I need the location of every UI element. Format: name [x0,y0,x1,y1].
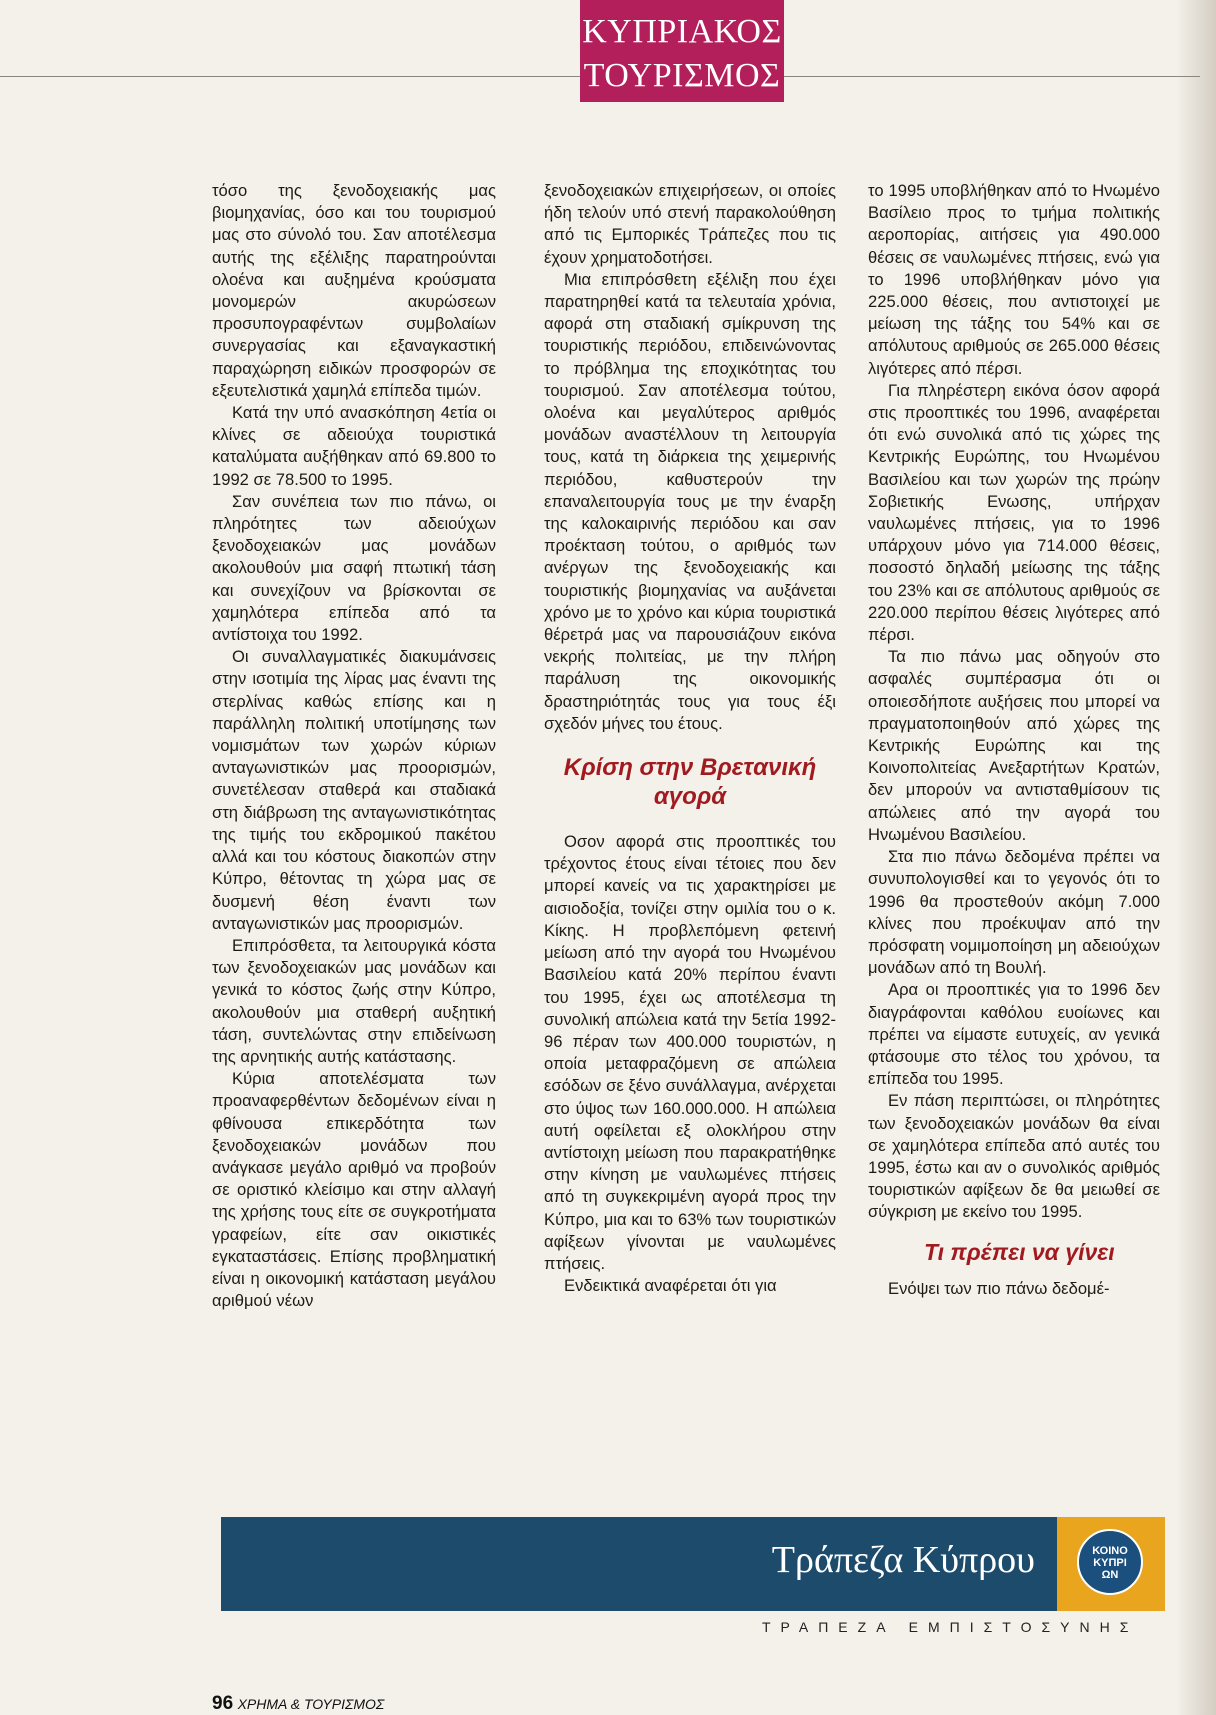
article-column-2 [544,180,836,1297]
seal-text-line2: ΚΥΠΡΙ [1093,1557,1127,1569]
page-footer [212,1693,384,1715]
subheading-what-must-be-done: Τι πρέπει να γίνει [924,1238,1115,1265]
paragraph: Αρα οι προοπτικές για το 1996 δεν διαγράφονται καθόλου ευοίωνες και πρέπει να είμαστε ευτυχείς, αν γενικά φτάσουμε στο τέλος του χρόνου, τα επίπεδα του 1995. [868,980,1160,1089]
paragraph: Εν πάση περιπτώσει, οι πληρότητες των ξενοδοχειακών μονάδων θα είναι σε χαμηλότερα επίπεδα από αυτές του 1995, έστω και αν ο συνολικός αριθμός τουριστικών αφίξεων δε θα μειωθεί σε σύγκριση με εκείνο του 1995. [868,1091,1160,1222]
bank-name: Τράπεζα Κύπρου [771,1539,1035,1581]
paragraph: Στα πιο πάνω δεδομένα πρέπει να συνυπολογισθεί και το γεγονός ότι το 1996 θα προστεθούν ακόμη 7.000 κλίνες που προέκυψαν από την πρόσφατη νομιμοποίηση μη αδειούχων μονάδων από τη Βουλή. [868,847,1160,978]
seal-text-line3: ΩΝ [1101,1569,1119,1581]
paragraph: τόσο της ξενοδοχειακής μας βιομηχανίας, όσο και του τουρισμού μας στο σύνολό του. Σαν αποτέλεσμα αυτής της εξέλιξης παρατηρούνται ολοένα και αυξημένα κρούσματα μονομερών ακυρώσεων προσυπογραφέντων συμβολαίων συνεργασίας και εξαναγκαστική παραχώρηση ειδικών προσφορών σε εξευτελιστικά χαμηλά επίπεδα τιμών. [212,181,496,400]
paragraph: Για πληρέστερη εικόνα όσον αφορά στις προοπτικές του 1996, αναφέρεται ότι ενώ συνολικά από τις χώρες της Κεντρικής Ευρώπης, του Ηνωμένου Βασιλείου και των χωρών της πρώην Σοβιετικής Ενωσης, υπήρχαν ναυλωμένες πτήσεις, για το 1996 υπάρχουν μόνο για 714.000 θέσεις, ποσοστό δηλαδή μείωσης της τάξης του 23% και σε απόλυτους αριθμούς σε 220.000 περίπου θέσεις λιγότερες από πέρσι. [868,380,1160,645]
paragraph: Κύρια αποτελέσματα των προαναφερθέντων δεδομένων είναι η φθίνουσα επικερδότητα των ξενοδοχειακών μονάδων που ανάγκασε μεγάλο αριθμό να προβούν σε οριστικό κλείσιμο και στην αλλαγή της χρήσης τους είτε σε συγκροτήματα γραφείων, είτε σαν οικιστικές εγκαταστάσεις. Επίσης προβληματική είναι η οικονομική κατάσταση μεγάλου αριθμού νέων [212,1069,496,1311]
seal-text-line1: ΚΟΙΝΟ [1092,1545,1128,1557]
magazine-name: ΧΡΗΜΑ & ΤΟΥΡΙΣΜΟΣ [237,1696,385,1712]
paragraph: ξενοδοχειακών επιχειρήσεων, οι οποίες ήδη τελούν υπό στενή παρακολούθηση από τις Εμπορικές Τράπεζες που τις έχουν χρηματοδοτήσει. [544,181,836,267]
bank-logo-box [1057,1517,1165,1611]
paragraph: Οσον αφορά στις προοπτικές του τρέχοντος έτους είναι τέτοιες που δεν μπορεί κανείς να τις χαρακτηρίσει με αισιοδοξία, τονίζει στην ομιλία του ο κ. Κίκης. Η προβλεπόμενη φετεινή μείωση από την αγορά του Ηνωμένου Βασιλείου κατά 20% περίπου έναντι του 1995, έχει ως αποτέλεσμα τη συνολική απώλεια κατά την 5ετία 1992-96 πέραν των 400.000 τουριστών, η οποία μεταφραζόμενη σε απώλεια εσόδων σε ξένο συνάλλαγμα, ανέρχεται στο ύψος των 160.000.000. Η απώλεια αυτή οφείλεται εξ ολοκλήρου στην αντίστοιχη μείωση που παρακρατήθηκε στην κίνηση με ναυλωμένες πτήσεις από τη συγκεκριμένη αγορά προς την Κύπρο, μια και το 63% των τουριστικών αφίξεων γίνονται με ναυλωμένες πτήσεις. [544,832,836,1273]
section-tag-line1: ΚΥΠΡΙΑΚΟΣ [582,13,782,50]
paragraph: Επιπρόσθετα, τα λειτουργικά κόστα των ξενοδοχειακών μας μονάδων και γενικά το κόστος ζωής στην Κύπρο, ακολουθούν μια σταθερή αυξητική τάση, συντελώντας στην επιδείνωση της αρνητικής αυτής κατάστασης. [212,935,496,1066]
paragraph: Μια επιπρόσθετη εξέλιξη που έχει παρατηρηθεί κατά τα τελευταία χρόνια, αφορά στη σταδιακή σμίκρυνση της τουριστικής περιόδου, επιδεινώνοντας το πρόβλημα της εποχικότητας του τουρισμού. Σαν αποτέλεσμα τούτου, ολοένα και μεγαλύτερος αριθμός μονάδων αναστέλλουν τη λειτουργία τους, κατά τη διάρκεια της χειμερινής περιόδου, καθυστερούν την επαναλειτουργία τους με την έναρξη της καλοκαιρινής περιόδου και σαν προέκταση τούτου, ο αριθμός των ανέργων της ξενοδοχειακής και τουριστικής βιομηχανίας να αυξάνεται χρόνο με το χρόνο και κύρια τουριστικά θέρετρά μας να παρουσιάζουν εικόνα νεκρής πολιτείας, με την πλήρη παράλυση της οικονομικής δραστηριότητάς τους για τους έξι σχεδόν μήνες του έτους. [544,269,836,733]
bank-slogan: ΤΡΑΠΕΖΑ ΕΜΠΙΣΤΟΣΥΝΗΣ [762,1619,1139,1635]
paragraph: Οι συναλλαγματικές διακυμάνσεις στην ισοτιμία της λίρας μας έναντι της στερλίνας καθώς επίσης και η παράλληλη πολιτική υποτίμησης των νομισμάτων των χωρών κύριων ανταγωνιστικών μας προορισμών, συνετέλεσαν σταθερά και σταδιακά στη διάβρωση της ανταγωνιστικότητας της τιμής του εκδρομικού πακέτου αλλά και του κόστους διακοπών στην Κύπρο, θέτοντας τη χώρα μας σε δυσμενή θέση έναντι των ανταγωνιστικών μας προορισμών. [212,647,496,933]
paragraph: Σαν συνέπεια των πιο πάνω, οι πληρότητες των αδειούχων ξενοδοχειακών μας μονάδων ακολουθούν μια σαφή πτωτική τάση και συνεχίζουν να βρίσκονται σε χαμηλότερα επίπεδα από τα αντίστοιχα του 1992. [212,491,496,645]
paragraph: Ενδεικτικά αναφέρεται ότι για [564,1276,777,1296]
bank-of-cyprus-ad-banner [221,1517,1165,1611]
article-column-3 [868,180,1160,1300]
section-tag-line2: ΤΟΥΡΙΣΜΟΣ [583,57,781,94]
bank-seal-icon [1077,1529,1143,1595]
page-edge-shadow [1176,0,1216,1715]
paragraph: Κατά την υπό ανασκόπηση 4ετία οι κλίνες σε αδειούχα τουριστικά καταλύματα αυξήθηκαν από 69.800 το 1992 σε 78.500 το 1995. [212,403,496,489]
paragraph: Τα πιο πάνω μας οδηγούν στο ασφαλές συμπέρασμα ότι οι οποιεσδήποτε αυξήσεις που μπορεί να πραγματοποιηθούν από χώρες της Κεντρικής Ευρώπης και της Κοινοπολιτείας Ανεξαρτήτων Κρατών, δεν μπορούν να αντισταθμίσουν τις απώλειες από την αγορά του Ηνωμένου Βασιλείου. [868,647,1160,844]
subheading-british-market: Κρίση στην Βρετανική αγορά [563,754,817,811]
page-number: 96 [212,1693,234,1714]
section-tag [580,0,784,102]
paragraph: το 1995 υποβλήθηκαν από το Ηνωμένο Βασίλειο προς το τμήμα πολιτικής αεροπορίας, αιτήσεις για 490.000 θέσεις σε ναυλωμένες πτήσεις, ενώ για το 1996 υποβλήθηκαν μόνο για 225.000 θέσεις, που αντιστοιχεί με μείωση της τάξης του 54% και σε απόλυτους αριθμούς σε 265.000 θέσεις λιγότερες από πέρσι. [868,181,1160,378]
article-column-1 [212,180,496,1312]
paragraph: Ενόψει των πιο πάνω δεδομέ- [888,1278,1110,1298]
